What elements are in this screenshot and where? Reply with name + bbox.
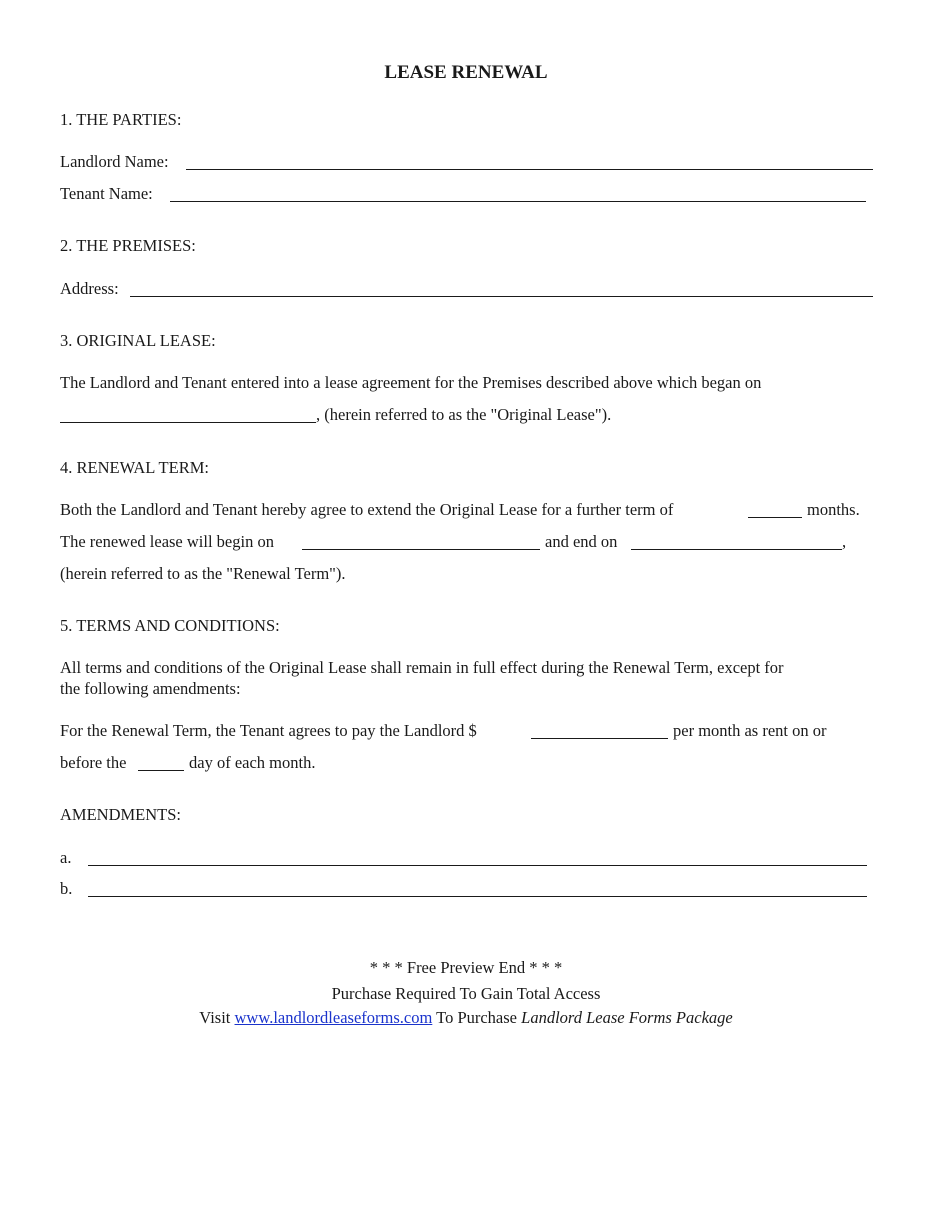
original-lease-start-date-field[interactable] xyxy=(60,422,316,423)
renewal-term-text-line3: (herein referred to as the "Renewal Term"). xyxy=(60,564,346,583)
visit-line xyxy=(0,1008,932,1028)
terms-text-line1: All terms and conditions of the Original Lease shall remain in full effect during the Renewal Term, except for xyxy=(60,658,784,677)
tenant-name-label: Tenant Name: xyxy=(60,184,153,203)
amendment-b-field[interactable] xyxy=(88,896,867,897)
months-label: months. xyxy=(807,500,860,519)
to-purchase-label: To Purchase xyxy=(436,1008,518,1027)
renewal-end-label: and end on xyxy=(545,532,618,551)
landlord-name-label: Landlord Name: xyxy=(60,152,169,171)
rent-due-prefix: before the xyxy=(60,753,127,772)
purchase-required: Purchase Required To Gain Total Access xyxy=(331,984,601,1003)
address-label: Address: xyxy=(60,279,119,298)
renewal-term-text-line1: Both the Landlord and Tenant hereby agree to extend the Original Lease for a further term of xyxy=(60,500,674,519)
rent-due-day-field[interactable] xyxy=(138,770,184,771)
parties-heading: 1. THE PARTIES: xyxy=(60,110,182,129)
free-preview-end: * * * Free Preview End * * * xyxy=(369,958,563,977)
premises-heading: 2. THE PREMISES: xyxy=(60,236,196,255)
renewal-end-date-field[interactable] xyxy=(631,549,842,550)
rent-amount-field[interactable] xyxy=(531,738,668,739)
address-field[interactable] xyxy=(130,296,873,297)
amendments-heading: AMENDMENTS: xyxy=(60,805,182,824)
renewal-begin-date-field[interactable] xyxy=(302,549,540,550)
renewal-term-heading: 4. RENEWAL TERM: xyxy=(60,458,209,477)
renewal-end-comma: , xyxy=(842,532,847,551)
renewal-begin-label: The renewed lease will begin on xyxy=(60,532,274,551)
visit-label: Visit xyxy=(199,1008,231,1027)
rent-text-prefix: For the Renewal Term, the Tenant agrees to pay the Landlord $ xyxy=(60,721,477,740)
renewal-months-field[interactable] xyxy=(748,517,802,518)
terms-heading: 5. TERMS AND CONDITIONS: xyxy=(60,616,280,635)
rent-due-suffix: day of each month. xyxy=(189,753,316,772)
amendment-b-label: b. xyxy=(60,879,73,898)
original-lease-text-line2: , (herein referred to as the "Original Lease"). xyxy=(316,405,612,424)
document-title: LEASE RENEWAL xyxy=(384,62,548,83)
original-lease-heading: 3. ORIGINAL LEASE: xyxy=(60,331,216,350)
amendment-a-field[interactable] xyxy=(88,865,867,866)
terms-text-line2: the following amendments: xyxy=(60,679,241,698)
landlord-lease-forms-link[interactable]: www.landlordleaseforms.com xyxy=(234,1008,433,1027)
package-name: Landlord Lease Forms Package xyxy=(521,1008,733,1027)
landlord-name-field[interactable] xyxy=(186,169,873,170)
amendment-a-label: a. xyxy=(60,848,72,867)
original-lease-text-line1: The Landlord and Tenant entered into a lease agreement for the Premises described above which began on xyxy=(60,373,762,392)
rent-text-suffix: per month as rent on or xyxy=(673,721,827,740)
tenant-name-field[interactable] xyxy=(170,201,866,202)
